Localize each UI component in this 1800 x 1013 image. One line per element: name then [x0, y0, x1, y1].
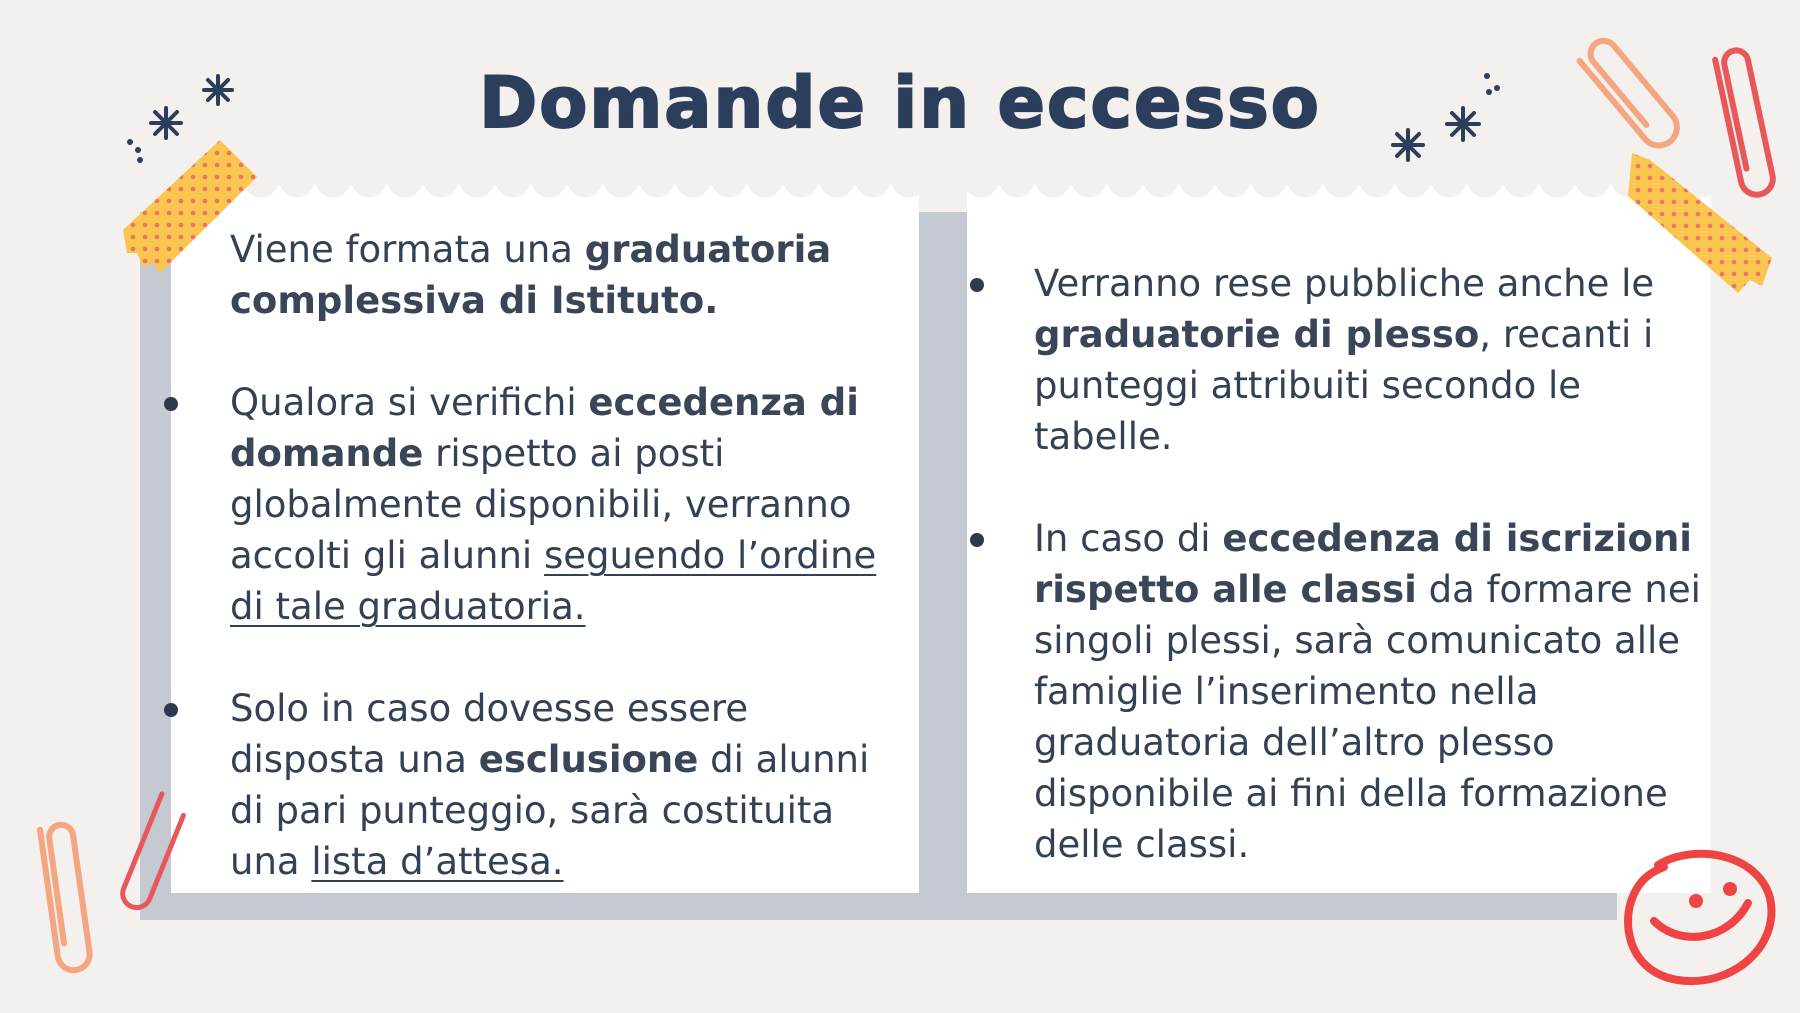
bullet-item	[978, 258, 1703, 462]
bullet-text-segment: eccedenza di iscrizioni rispetto alle classi	[1034, 517, 1692, 611]
slide-title: Domande in eccesso	[479, 62, 1321, 144]
bullet-text-segment: lista d’attesa.	[311, 840, 564, 883]
bullet-item	[172, 377, 912, 632]
sparkle-icon	[1385, 68, 1515, 178]
bullet-text-segment: Solo in caso dovesse essere disposta una	[230, 687, 749, 781]
bullet-text-segment: rispetto ai posti globalmente disponibili, verranno accolti gli alunni	[230, 432, 852, 577]
smiley-icon	[1618, 843, 1783, 993]
tape-icon	[115, 135, 265, 285]
paperclip-icon	[22, 815, 107, 985]
note-divider	[919, 212, 967, 902]
note-scalloped-edge	[171, 174, 1711, 208]
bullet-text-segment: eccedenza di domande	[230, 381, 859, 475]
bullet-item	[172, 224, 912, 326]
bullet-text-segment: di alunni di pari punteggio, sarà costituita una	[230, 738, 870, 883]
bullet-text-segment: , recanti i punteggi attribuiti secondo le tabelle.	[1034, 313, 1654, 458]
bullet-text-segment: Verranno rese pubbliche anche le	[1034, 262, 1655, 305]
paperclip-icon	[108, 785, 188, 925]
bullet-text-segment: graduatorie di plesso	[1034, 313, 1480, 356]
left-bullet-list	[172, 224, 912, 938]
paperclip-icon	[1560, 18, 1700, 168]
bullet-item	[172, 683, 912, 887]
right-bullet-list	[978, 258, 1703, 921]
bullet-text-segment: graduatoria complessiva di Istituto.	[230, 228, 832, 322]
bullet-text-segment: esclusione	[478, 738, 699, 781]
paperclip-icon	[1700, 40, 1790, 215]
bullet-text-segment: Viene formata una	[230, 228, 585, 271]
bullet-text-segment: Qualora si verifichi	[230, 381, 589, 424]
bullet-text-segment: seguendo l’ordine di tale graduatoria.	[230, 534, 877, 628]
bullet-text-segment: da formare nei singoli plessi, sarà comunicato alle famiglie l’inserimento nella graduatoria dell’altro plesso disponibile ai fini della formazione delle classi.	[1034, 568, 1701, 866]
bullet-item	[978, 513, 1703, 870]
bullet-text-segment: In caso di	[1034, 517, 1223, 560]
